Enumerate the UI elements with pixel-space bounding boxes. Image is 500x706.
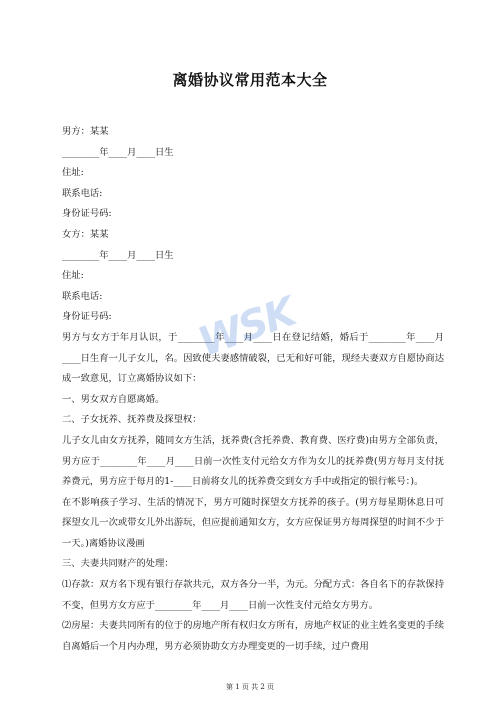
paragraph: 住址: — [62, 270, 84, 282]
paragraph: 在不影响孩子学习、生活的情况下，男方可随时探望女方抚养的孩子。(男方每星期休息日可探望女儿一次或带女儿外出游玩，但应提前通知女方，女方应保证男方每周探望的时间不少于一天。)离婚协议漫画 — [62, 496, 444, 549]
watermark-text: WSK — [192, 289, 301, 366]
paragraph: 男方与女方于年月认识，于________年____月____日在登记结婚，婚后于________年____月____日生育一儿子女儿，名。因致使夫妻感情破裂，已无和好可能，现经夫妻双方自愿协商达成一致意见，订立离婚协议如下： — [62, 331, 444, 385]
paragraph: ________年____月____日生 — [62, 249, 174, 261]
paragraph: 联系电话: — [62, 187, 103, 199]
paragraph: 身份证号码: — [62, 311, 112, 323]
document-title: 离婚协议常用范本大全 — [172, 71, 328, 89]
paragraph: 联系电话: — [62, 290, 103, 302]
paragraph: 男方：某某 — [62, 126, 109, 137]
paragraph: ⑵房屋：夫妻共同所有的位于的房地产所有权归女方所有，房地产权证的业主姓名变更的手续自离婚后一个月内办理，男方必须协助女方办理变更的一切手续，过户费用 — [62, 620, 444, 652]
paragraph: ⑴存款：双方名下现有银行存款共元，双方各分一半，为元。分配方式：各自名下的存款保持不变，但男方女方应于________年____月____日前一次性支付元给女方男方。 — [62, 579, 444, 611]
paragraph: 身份证号码: — [62, 208, 112, 220]
paragraph: ________年____月____日生 — [62, 146, 174, 158]
document-body — [62, 122, 444, 657]
paragraph: 女方：某某 — [62, 228, 109, 240]
page-footer: 第 1 页 共 2 页 — [225, 683, 275, 691]
paragraph: 三、夫妻共同财产的处理： — [62, 558, 174, 570]
paragraph: 一、男女双方自愿离婚。 — [62, 393, 165, 405]
paragraph: 住址: — [62, 167, 84, 179]
paragraph: 二、子女抚养、抚养费及探望权： — [62, 414, 202, 426]
paragraph: 儿子女儿由女方抚养，随同女方生活，抚养费(含托养费、教育费、医疗费)由男方全部负责，男方应于________年____月____日前一次性支付元给女方作为女儿的抚养费(男方每月支付抚养费元，男方应于每月的1-____日前将女儿的抚养费交到女方手中或指定的银行帐号：)。 — [62, 434, 444, 488]
